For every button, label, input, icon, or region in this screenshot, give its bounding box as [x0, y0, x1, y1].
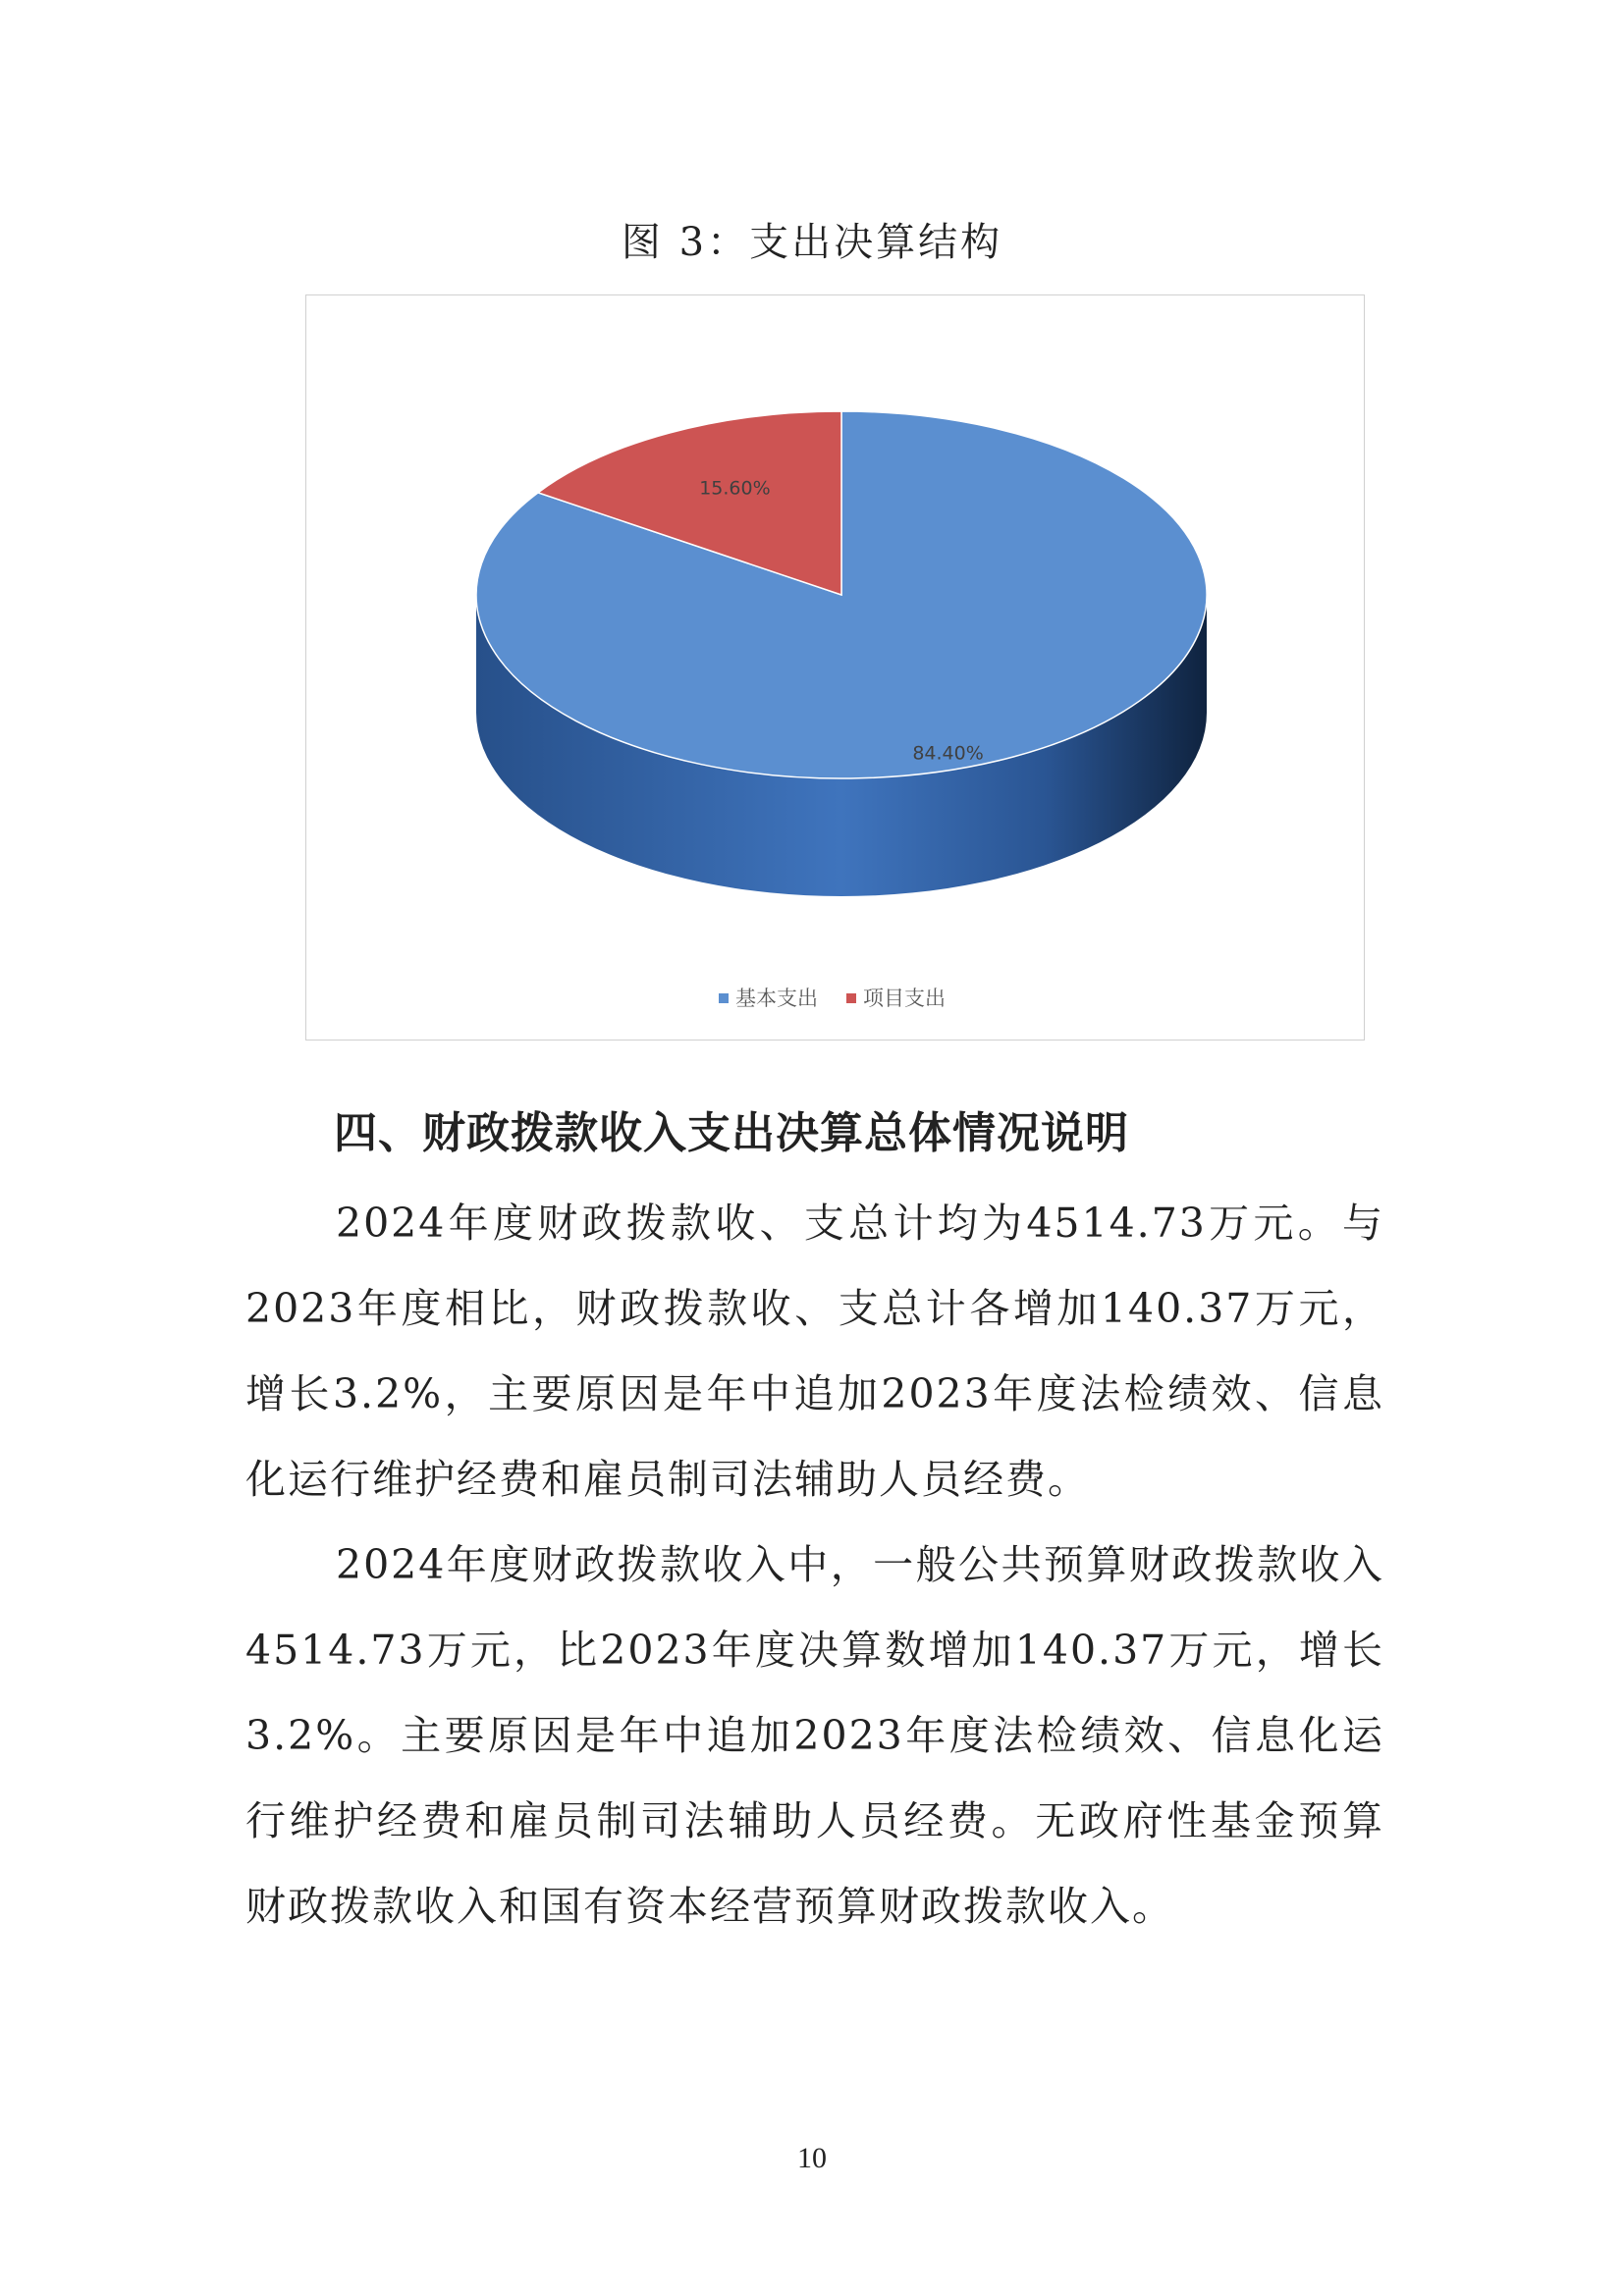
pie-chart [305, 294, 1365, 1041]
legend-label-1: 基本支出 [735, 987, 818, 1010]
legend-swatch-1 [719, 993, 729, 1003]
pie-chart-canvas [306, 295, 1366, 1041]
pie-top [476, 411, 1207, 778]
figure-caption: 图 3：支出决算结构 [621, 220, 1003, 265]
legend [719, 987, 946, 1010]
paragraph-2: 2024年度财政拨款收入中，一般公共预算财政拨款收入4514.73万元，比2023年度决算数增加140.37万元，增长3.2%。主要原因是年中追加2023年度法检绩效、信息化运行维护经费和雇员制司法辅助人员经费。无政府性基金预算财政拨款收入和国有资本经营预算财政拨款收入。 [245, 1541, 1384, 1930]
pie-slice-label-1: 84.40% [912, 742, 984, 765]
paragraph-1: 2024年度财政拨款收、支总计均为4514.73万元。与2023年度相比，财政拨款收、支总计各增加140.37万元，增长3.2%，主要原因是年中追加2023年度法检绩效、信息化运行维护经费和雇员制司法辅助人员经费。 [245, 1200, 1384, 1503]
legend-swatch-2 [846, 993, 856, 1003]
page-number: 10 [797, 2142, 827, 2174]
legend-label-2: 项目支出 [863, 987, 946, 1010]
section-heading: 四、财政拨款收入支出决算总体情况说明 [334, 1108, 1129, 1158]
pie-slice-label-2: 15.60% [699, 477, 771, 500]
